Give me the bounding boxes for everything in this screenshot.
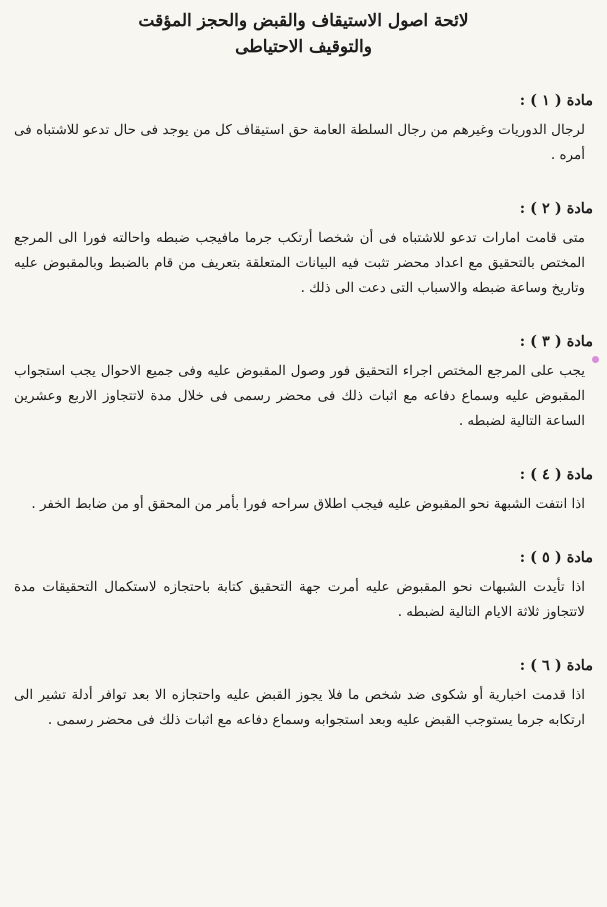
article-1 <box>14 90 593 168</box>
article-heading: مادة ( ٥ ) : <box>519 549 593 566</box>
title-line-2: والتوقيف الاحتياطى <box>235 37 372 57</box>
article-2 <box>14 198 593 301</box>
article-text: اذا قدمت اخبارية أو شكوى ضد شخص ما فلا يجوز القبض عليه واحتجازه الا بعد توافر أدلة تشير الى ارتكابه جرما يستوجب القبض عليه وبعد استجوابه وسماع دفاعه مع اثبات ذلك فى محضر رسمى . <box>14 687 585 728</box>
article-heading: مادة ( ٤ ) : <box>519 466 593 483</box>
article-5 <box>14 547 593 625</box>
pink-ink-dot <box>592 356 599 363</box>
article-heading: مادة ( ٢ ) : <box>519 200 593 217</box>
article-text: متى قامت امارات تدعو للاشتباه فى أن شخصا أرتكب جرما مافيجب ضبطه واحالته فورا الى المرجع المختص بالتحقيق مع اعداد محضر تثبت فيه البيانات المتعلقة بتعريف من قام بالضبط وبالمقبوض عليه وتاريخ وساعة ضبطه والاسباب التى دعت الى ذلك . <box>14 230 585 296</box>
title-line-1: لائحة اصول الاستيقاف والقبض والحجز المؤقت <box>138 11 469 31</box>
article-heading: مادة ( ١ ) : <box>519 92 593 109</box>
article-text: لرجال الدوريات وغيرهم من رجال السلطة العامة حق استيقاف كل من يوجد فى حال تدعو للاشتباه فى أمره . <box>14 122 585 163</box>
article-text: اذا تأيدت الشبهات نحو المقبوض عليه أمرت جهة التحقيق كتابة باحتجازه لاستكمال التحقيقات مدة لاتتجاوز ثلاثة الايام التالية لضبطه . <box>14 579 585 620</box>
article-4 <box>14 464 593 517</box>
article-heading: مادة ( ٦ ) : <box>519 657 593 674</box>
article-heading: مادة ( ٣ ) : <box>519 333 593 350</box>
article-3 <box>14 331 593 434</box>
article-text: اذا انتفت الشبهة نحو المقبوض عليه فيجب اطلاق سراحه فورا بأمر من المحقق أو من ضابط الخفر . <box>31 496 585 512</box>
article-6 <box>14 655 593 733</box>
document-title <box>14 8 593 60</box>
article-text: يجب على المرجع المختص اجراء التحقيق فور وصول المقبوض عليه وفى جميع الاحوال يجب استجواب المقبوض عليه وسماع دفاعه مع اثبات ذلك فى محضر رسمى فى خلال مدة لاتتجاوز الاربع وعشرين الساعة التالية لضبطه . <box>14 363 585 429</box>
